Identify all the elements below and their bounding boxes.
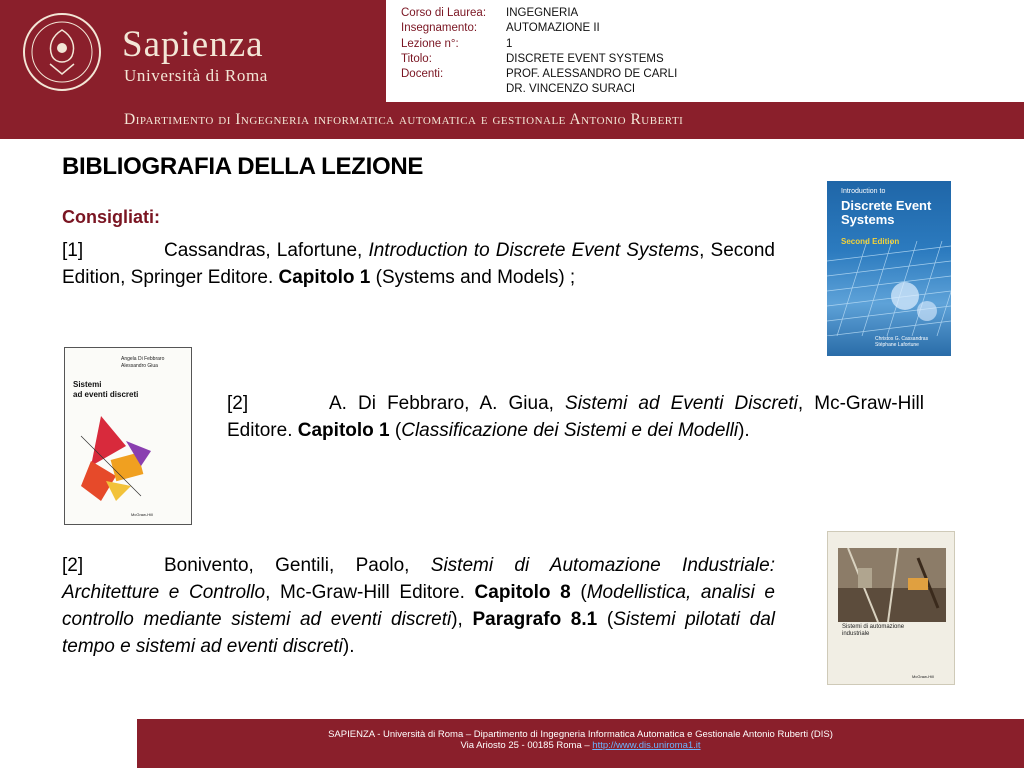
- ref-authors: Bonivento, Gentili, Paolo,: [164, 555, 431, 576]
- info-value: AUTOMAZIONE II: [506, 22, 600, 35]
- book3-title: [842, 624, 904, 638]
- ref-chapter: Capitolo 1: [297, 420, 390, 441]
- info-value: INGEGNERIA: [506, 7, 579, 19]
- ref-details: , Second Edition, Springer Editore.: [62, 240, 775, 288]
- ref-chapter: Capitolo 8: [474, 582, 571, 603]
- ref-chapter: Capitolo 1: [278, 267, 371, 288]
- ref-paren: (: [597, 609, 614, 630]
- university-subtitle: Università di Roma: [124, 66, 268, 85]
- info-value: DISCRETE EVENT SYSTEMS: [506, 52, 664, 65]
- ref-paren: (: [389, 420, 402, 441]
- footer-line1: SAPIENZA - Università di Roma – Dipartimento di Ingegneria Informatica Automatica e Gestionale Antonio Ruberti (DIS): [328, 729, 833, 740]
- book2-title-line2: ad eventi discreti: [73, 390, 139, 399]
- info-row-subject: [401, 21, 677, 36]
- book2-authors: [121, 356, 164, 370]
- reference-2: [227, 390, 924, 444]
- info-row-course: [401, 6, 677, 21]
- grid-pattern-icon: [827, 241, 951, 336]
- info-value: 1: [506, 37, 513, 50]
- book2-author: Angela Di Febbraro: [121, 356, 165, 362]
- book1-title-line1: Discrete Event: [841, 198, 932, 213]
- reference-1: [62, 237, 775, 291]
- ref-book-title: Sistemi di Automazione Industriale: Architetture e Controllo: [62, 555, 775, 603]
- ref-chapter-desc: (Systems and Models) ;: [370, 267, 576, 288]
- book-cover-cassandras: [827, 181, 951, 356]
- book2-title: [73, 380, 138, 400]
- footer-link[interactable]: http://www.dis.uniroma1.it: [592, 740, 701, 751]
- book2-publisher: McGraw-Hill: [131, 512, 153, 517]
- book2-title-line1: Sistemi: [73, 380, 102, 389]
- info-row-lesson: [401, 37, 677, 52]
- book1-authors: [875, 336, 928, 348]
- sapienza-seal-icon: [22, 12, 102, 92]
- ref-paragraph: Paragrafo 8.1: [472, 609, 598, 630]
- info-value: PROF. ALESSANDRO DE CARLI: [506, 68, 678, 81]
- book3-title-line1: Sistemi di automazione: [842, 624, 905, 630]
- info-row-teachers-2: [401, 82, 677, 97]
- department-bar: [0, 102, 1024, 139]
- ref-number: [2]: [62, 555, 84, 576]
- info-row-teachers: [401, 67, 677, 82]
- book1-title: [841, 199, 931, 227]
- book3-title-line2: industriale: [842, 631, 870, 637]
- ref-paren: ).: [342, 636, 355, 657]
- department-name: Dipartimento di Ingegneria informatica automatica e gestionale Antonio Ruberti: [124, 111, 684, 128]
- university-name: Sapienza: [122, 24, 264, 65]
- info-label: Lezione n°:: [401, 37, 459, 50]
- industrial-photo-icon: [838, 548, 946, 622]
- book1-title-line2: Systems: [841, 212, 895, 227]
- ref-paragraph-desc: Sistemi pilotati dal tempo e sistemi ad eventi discreti: [62, 609, 775, 657]
- footer-line2: [137, 740, 1024, 751]
- section-subtitle: Consigliati:: [62, 207, 160, 227]
- info-label: [401, 82, 506, 97]
- book1-author: Stéphane Lafortune: [875, 342, 919, 348]
- page-title: BIBLIOGRAFIA DELLA LEZIONE: [62, 153, 424, 180]
- info-row-title: [401, 52, 677, 67]
- book1-author: Christos G. Cassandras: [875, 336, 929, 342]
- ref-paren: (: [570, 582, 587, 603]
- ref-chapter-desc: Classificazione dei Sistemi e dei Modelli: [401, 420, 739, 441]
- ref-book-title: Introduction to Discrete Event Systems: [368, 240, 700, 261]
- ref-details: , Mc-Graw-Hill Editore.: [227, 393, 925, 441]
- ref-chapter-desc: Modellistica, analisi e controllo mediante sistemi ad eventi discreti: [62, 582, 775, 630]
- footer: [137, 719, 1024, 768]
- reference-3: [62, 552, 775, 660]
- university-logo-panel: [0, 0, 386, 102]
- ref-book-title: Sistemi ad Eventi Discreti: [565, 393, 798, 414]
- info-value: DR. VINCENZO SURACI: [506, 83, 636, 96]
- book3-publisher: McGraw-Hill: [912, 674, 934, 679]
- course-info: [401, 6, 677, 98]
- info-label: Titolo:: [401, 52, 432, 65]
- book1-edition: Second Edition: [841, 237, 900, 246]
- book-cover-bonivento: [827, 531, 955, 685]
- info-label: Insegnamento:: [401, 22, 478, 35]
- geometric-shapes-icon: [71, 406, 171, 506]
- ref-authors: Cassandras, Lafortune,: [164, 240, 369, 261]
- book2-author: Alessandro Giua: [121, 363, 158, 369]
- info-label: Corso di Laurea:: [401, 7, 487, 19]
- ref-paren: ),: [451, 609, 473, 630]
- ref-details: , Mc-Graw-Hill Editore.: [265, 582, 475, 603]
- footer-address: Via Ariosto 25 - 00185 Roma –: [460, 740, 593, 751]
- book-cover-difebbraro: [64, 347, 192, 525]
- book1-small-title: Introduction to: [841, 188, 886, 195]
- ref-number: [2]: [227, 393, 249, 414]
- ref-paren: ).: [738, 420, 750, 441]
- ref-authors: A. Di Febbraro, A. Giua,: [329, 393, 566, 414]
- info-label: Docenti:: [401, 68, 444, 81]
- ref-number: [1]: [62, 240, 84, 261]
